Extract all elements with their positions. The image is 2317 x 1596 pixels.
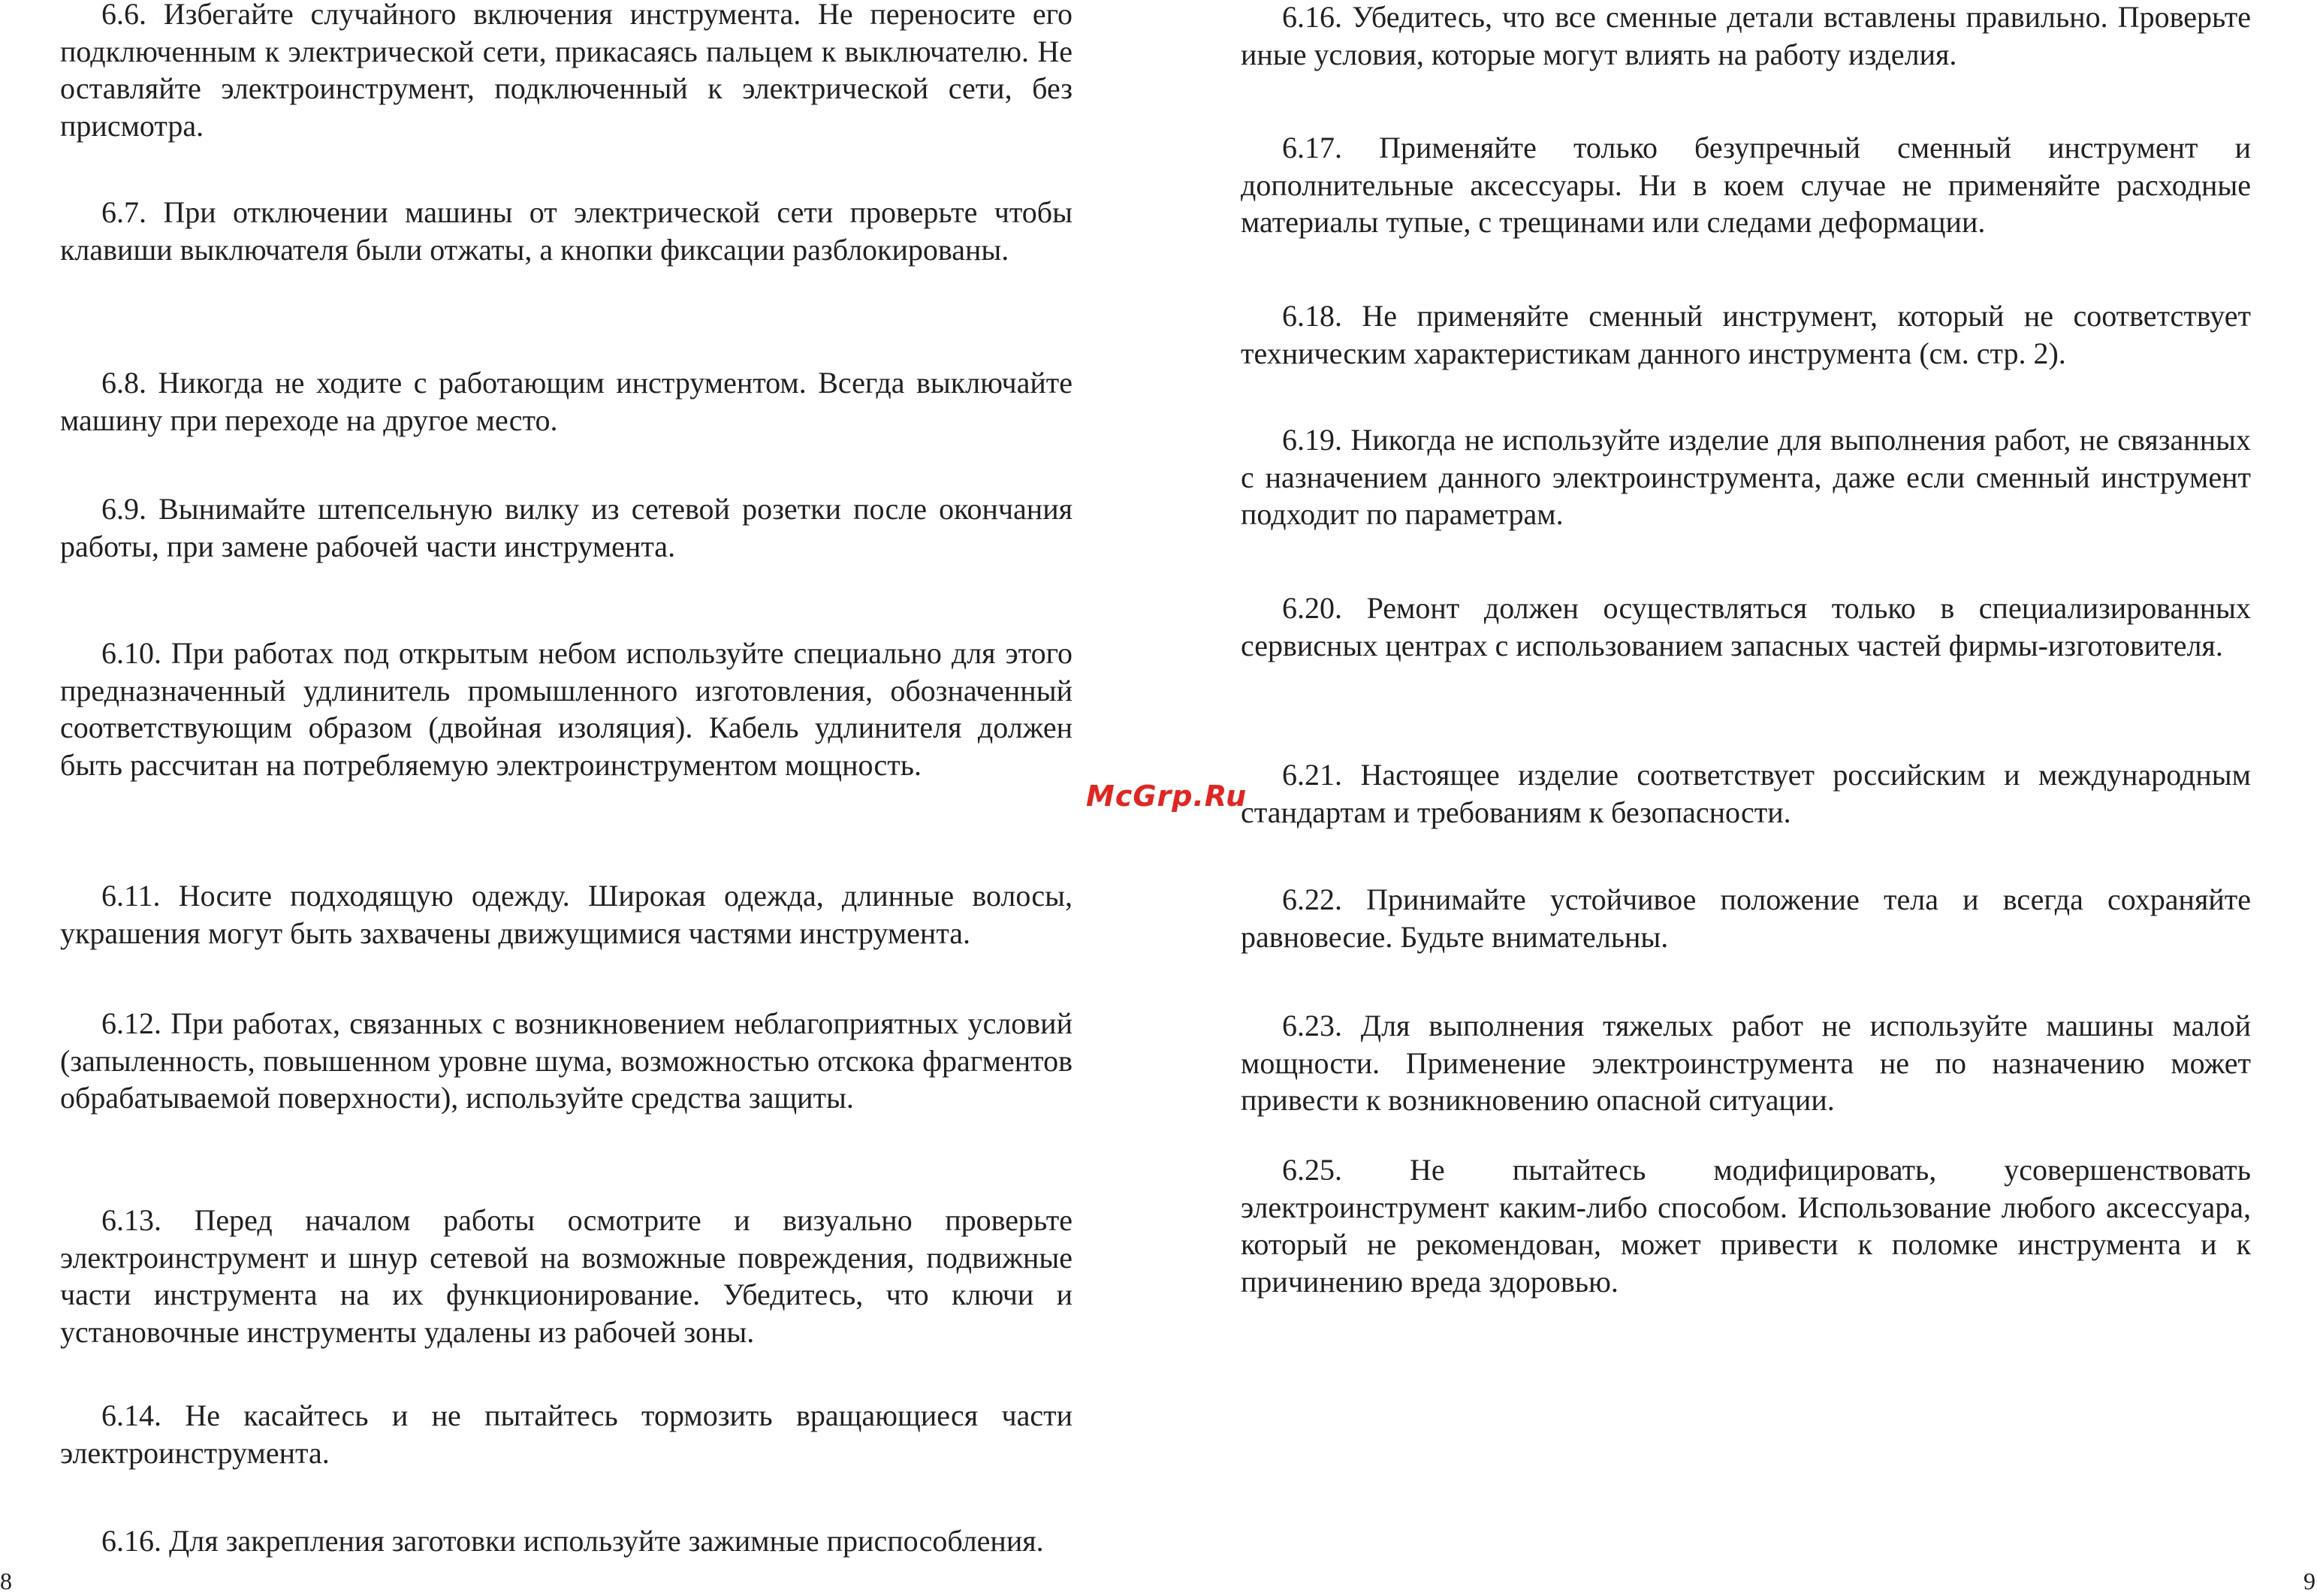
- paragraph-6-11: 6.11. Носите подходящую одежду. Широкая одежда, длинные волосы, украшения могут быть захвачены движущимися частями инструмента.: [60, 879, 1073, 950]
- watermark-logo: McGrp.Ru: [1086, 780, 1247, 813]
- paragraph-6-18: 6.18. Не применяйте сменный инструмент, который не соответствует техническим характеристикам данного инструмента (см. стр. 2).: [1241, 299, 2251, 370]
- paragraph-6-16-left: 6.16. Для закрепления заготовки используйте зажимные приспособления.: [101, 1524, 1044, 1558]
- paragraph-6-8: 6.8. Никогда не ходите с работающим инструментом. Всегда выключайте машину при переходе на другое место.: [60, 366, 1073, 437]
- paragraph-6-21: 6.21. Настоящее изделие соответствует российским и международным стандартам и требованиям к безопасности.: [1241, 758, 2251, 829]
- page-number-left: 8: [0, 1567, 12, 1594]
- paragraph-6-6: 6.6. Избегайте случайного включения инструмента. Не переносите его подключенным к электрической сети, прикасаясь пальцем к выключателю. Не оставляйте электроинструмент, подключенный к электрической сети, без присмотра.: [60, 0, 1073, 143]
- page-number-right: 9: [2303, 1567, 2315, 1594]
- paragraph-6-7: 6.7. При отключении машины от электрической сети проверьте чтобы клавиши выключателя были отжаты, а кнопки фиксации разблокированы.: [60, 195, 1073, 267]
- paragraph-6-25: 6.25. Не пытайтесь модифицировать, усовершенствовать электроинструмент каким-либо способом. Использование любого аксессуара, который не рекомендован, может привести к поломке инструмента и к причинению вреда здоровью.: [1241, 1153, 2251, 1299]
- paragraph-6-12: 6.12. При работах, связанных с возникновением неблагоприятных условий (запыленность, повышенном уровне шума, возможностью отскока фрагментов обрабатываемой поверхности), используйте средства защиты.: [60, 1006, 1073, 1115]
- paragraph-6-17: 6.17. Применяйте только безупречный сменный инструмент и дополнительные аксессуары. Ни в коем случае не применяйте расходные материалы тупые, с трещинами или следами деформации.: [1241, 131, 2251, 239]
- paragraph-6-19: 6.19. Никогда не используйте изделие для выполнения работ, не связанных с назначением данного электроинструмента, даже если сменный инструмент подходит по параметрам.: [1241, 423, 2251, 531]
- paragraph-6-22: 6.22. Принимайте устойчивое положение тела и всегда сохраняйте равновесие. Будьте внимательны.: [1241, 882, 2251, 954]
- left-page: [0, 0, 1158, 1596]
- paragraph-6-14: 6.14. Не касайтесь и не пытайтесь тормозить вращающиеся части электроинструмента.: [60, 1398, 1073, 1470]
- paragraph-6-9: 6.9. Вынимайте штепсельную вилку из сетевой розетки после окончания работы, при замене рабочей части инструмента.: [60, 492, 1073, 563]
- paragraph-6-20: 6.20. Ремонт должен осуществляться только в специализированных сервисных центрах с использованием запасных частей фирмы-изготовителя.: [1241, 591, 2251, 662]
- paragraph-6-10: 6.10. При работах под открытым небом используйте специально для этого предназначенный удлинитель промышленного изготовления, обозначенный соответствующим образом (двойная изоляция). Кабель удлинителя должен быть рассчитан на потребляемую электроинструментом мощность.: [60, 636, 1073, 782]
- paragraph-6-23: 6.23. Для выполнения тяжелых работ не используйте машины малой мощности. Применение электроинструмента не по назначению может привести к возникновению опасной ситуации.: [1241, 1009, 2251, 1117]
- paragraph-6-13: 6.13. Перед началом работы осмотрите и визуально проверьте электроинструмент и шнур сетевой на возможные повреждения, подвижные части инструмента на их функционирование. Убедитесь, что ключи и установочные инструменты удалены из рабочей зоны.: [60, 1203, 1073, 1349]
- right-page: [1158, 0, 2317, 1596]
- paragraph-6-16-right: 6.16. Убедитесь, что все сменные детали вставлены правильно. Проверьте иные условия, которые могут влиять на работу изделия.: [1241, 0, 2251, 71]
